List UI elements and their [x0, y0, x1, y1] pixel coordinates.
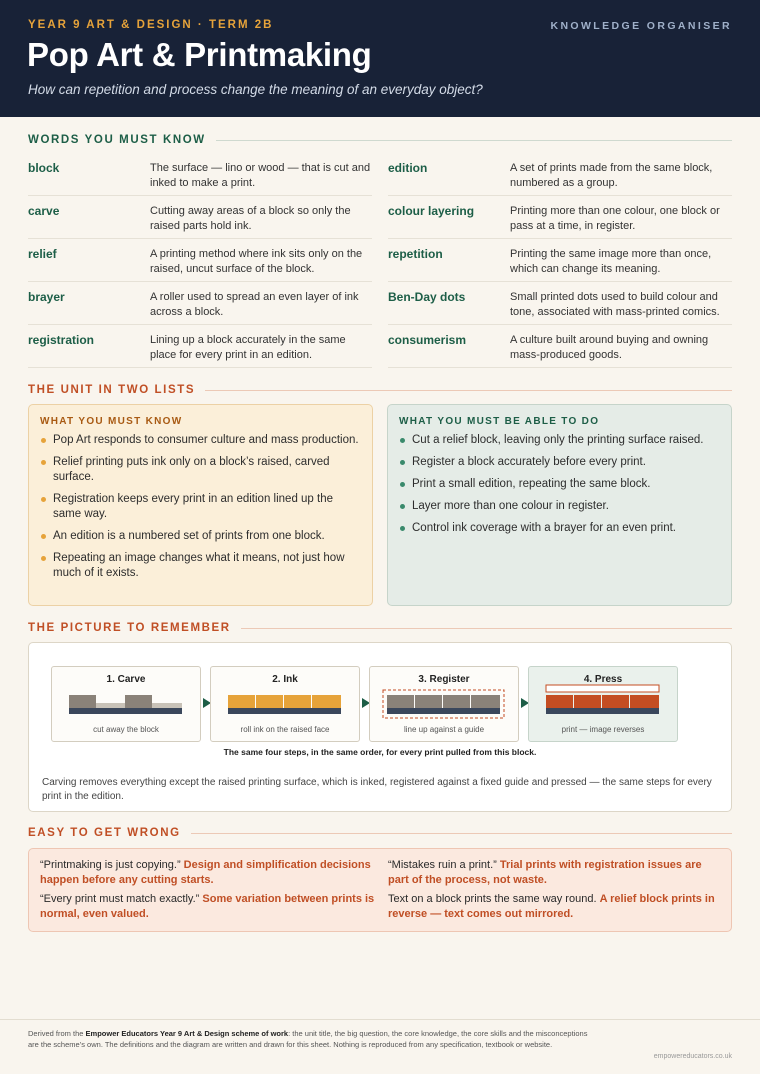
step-title: 1. Carve: [106, 674, 146, 685]
vocab-term: consumerism: [388, 333, 467, 347]
step-title: 2. Ink: [272, 674, 298, 685]
vocab-row: [28, 196, 372, 239]
vocab-term: repetition: [388, 247, 443, 261]
section-heading-wrong: EASY TO GET WRONG: [28, 826, 732, 840]
process-diagram: [28, 642, 732, 812]
footer-divider: [0, 1019, 760, 1020]
vocab-definition: The surface — lino or wood — that is cut and inked to make a print.: [150, 162, 371, 189]
vocab-row: [388, 282, 732, 325]
unit-kicker: YEAR 9 ART & DESIGN · TERM 2B: [28, 19, 274, 31]
list-item: Control ink coverage with a brayer for an even print.: [399, 521, 719, 536]
vocab-definition: Printing more than one colour, one block or pass at a time, in register.: [510, 205, 720, 232]
vocab-row: [28, 239, 372, 282]
vocab-list-right: [388, 153, 732, 368]
vocab-row: [388, 239, 732, 282]
section-rule: [216, 140, 732, 141]
misconception-claim: Text on a block prints the same way round.: [388, 893, 597, 905]
step-caption: print — image reverses: [561, 725, 645, 734]
vocab-row: [28, 282, 372, 325]
document-type: KNOWLEDGE ORGANISER: [550, 20, 732, 32]
list-item: Layer more than one colour in register.: [399, 499, 719, 514]
list-item: Relief printing puts ink only on a block’s raised, carved surface.: [40, 455, 360, 485]
vocab-term: colour layering: [388, 204, 475, 218]
list-item: Repeating an image changes what it means, not just how much of it exists.: [40, 551, 360, 581]
list-item: Cut a relief block, leaving only the printing surface raised.: [399, 433, 719, 448]
vocab-term: registration: [28, 333, 95, 347]
misconception-correction: Trial prints with registration issues are part of the process, not waste.: [388, 859, 702, 886]
vocab-definition: Small printed dots used to build colour and tone, associated with mass-printed comics.: [510, 291, 720, 318]
vocab-row: [28, 325, 372, 368]
step-caption: line up against a guide: [403, 725, 485, 734]
vocab-term: Ben-Day dots: [388, 290, 466, 304]
list-item: Pop Art responds to consumer culture and mass production.: [40, 433, 360, 448]
misconception: [40, 858, 376, 888]
page-title: Pop Art & Printmaking: [27, 36, 372, 73]
misconception-claim: “Every print must match exactly.”: [40, 893, 200, 905]
vocab-term: relief: [28, 247, 57, 261]
list-item: Register a block accurately before every print.: [399, 455, 719, 470]
vocab-definition: A printing method where ink sits only on the raised, uncut surface of the block.: [150, 248, 363, 275]
step-register: [369, 666, 519, 742]
pressed-print-illustration: [529, 667, 679, 727]
vocab-definition: Printing the same image more than once, which can change its meaning.: [510, 248, 712, 275]
section-heading-picture: THE PICTURE TO REMEMBER: [28, 621, 732, 635]
misconception-claim: “Mistakes ruin a print.”: [388, 859, 497, 871]
vocab-row: [388, 196, 732, 239]
section-heading-words: WORDS YOU MUST KNOW: [28, 133, 732, 147]
panel-heading: WHAT YOU MUST KNOW: [40, 416, 183, 427]
must-do-panel: [387, 404, 732, 606]
step-title: 4. Press: [583, 674, 623, 685]
footer-website: empowereducators.co.uk: [653, 1053, 732, 1060]
misconception-correction: A relief block prints in reverse — text comes out mirrored.: [388, 893, 715, 920]
misconceptions-panel: [28, 848, 732, 932]
diagram-caption: The same four steps, in the same order, for every print pulled from this block.: [223, 747, 537, 757]
vocab-row: [28, 153, 372, 196]
carved-block-illustration: [52, 667, 202, 727]
vocab-term: edition: [388, 161, 428, 175]
list-item: Registration keeps every print in an edition lined up the same way.: [40, 492, 360, 522]
footer-source: Empower Educators Year 9 Art & Design scheme of work: [85, 1029, 289, 1038]
step-caption: cut away the block: [93, 725, 159, 734]
inked-block-illustration: [211, 667, 361, 727]
vocab-definition: A roller used to spread an even layer of ink across a block.: [150, 291, 359, 318]
footer-note: Derived from the Empower Educators Year 9 Art & Design scheme of work: the unit title, the big question, the core knowledge, the core skills and the misconceptions are the scheme’s own. The definitions and the diagram are written and drawn for this sheet. Nothing is reproduced from any specification, textbook or website.: [28, 1029, 588, 1049]
misconception-claim: “Printmaking is just copying.”: [40, 859, 181, 871]
vocab-row: [388, 153, 732, 196]
section-heading-lists: THE UNIT IN TWO LISTS: [28, 383, 732, 397]
list-item: Print a small edition, repeating the same block.: [399, 477, 719, 492]
list-item: An edition is a numbered set of prints from one block.: [40, 529, 360, 544]
vocab-row: [388, 325, 732, 368]
step-press: [528, 666, 678, 742]
big-question: How can repetition and process change the meaning of an everyday object?: [28, 82, 483, 97]
misconception-correction: Some variation between prints is normal, even valued.: [40, 893, 375, 920]
step-carve: [51, 666, 201, 742]
misconception: [388, 858, 724, 888]
vocab-list-left: [28, 153, 372, 368]
page-header: [0, 0, 760, 117]
misconception: [40, 892, 376, 922]
section-rule: [205, 390, 732, 391]
section-rule: [241, 628, 732, 629]
registered-block-illustration: [370, 667, 520, 727]
panel-heading: WHAT YOU MUST BE ABLE TO DO: [399, 416, 600, 427]
step-title: 3. Register: [418, 674, 470, 685]
step-caption: roll ink on the raised face: [240, 725, 330, 734]
vocab-definition: Lining up a block accurately in the same place for every print in an edition.: [150, 334, 346, 361]
vocab-term: block: [28, 161, 60, 175]
must-know-panel: [28, 404, 373, 606]
misconception-correction: Design and simplification decisions happen before any cutting starts.: [40, 859, 371, 886]
vocab-term: carve: [28, 204, 60, 218]
step-ink: [210, 666, 360, 742]
section-rule: [191, 833, 732, 834]
vocab-definition: Cutting away areas of a block so only the raised parts hold ink.: [150, 205, 351, 232]
vocab-definition: A set of prints made from the same block, numbered as a group.: [510, 162, 713, 189]
vocab-definition: A culture built around buying and owning mass-produced goods.: [510, 334, 709, 361]
vocab-term: brayer: [28, 290, 65, 304]
diagram-explanation: Carving removes everything except the raised printing surface, which is inked, registered against a fixed guide and pressed — the same steps for every print in the edition.: [42, 777, 712, 802]
misconception: [388, 892, 724, 922]
